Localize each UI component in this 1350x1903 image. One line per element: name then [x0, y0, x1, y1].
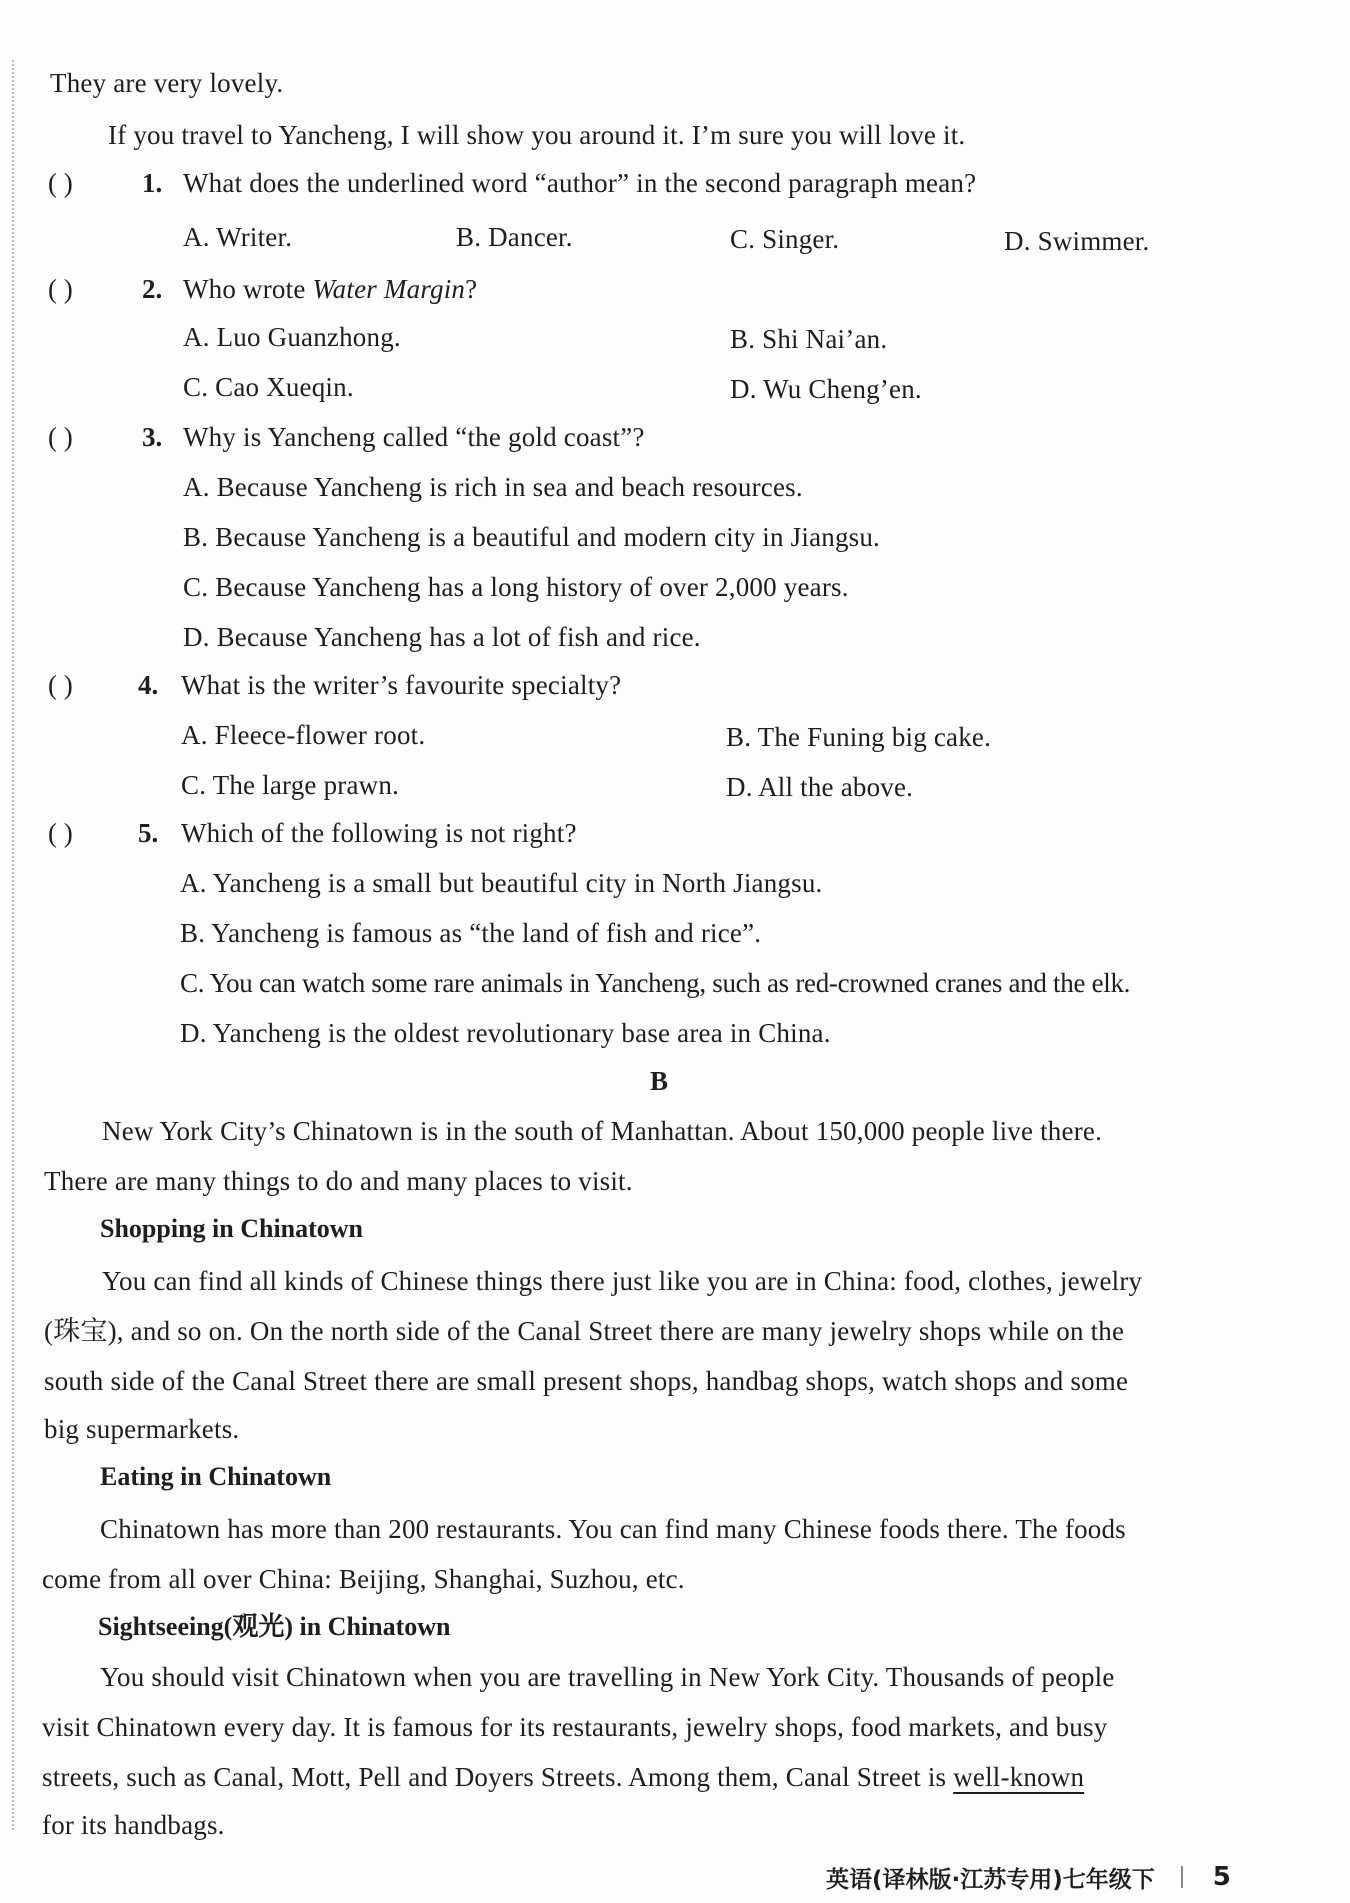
question-number: 1. — [142, 168, 163, 198]
option: D. Wu Cheng’en. — [730, 374, 922, 404]
question-stem: Who wrote Water Margin? — [183, 274, 478, 304]
option: C. Because Yancheng has a long history of over 2,000 years. — [183, 572, 849, 602]
question-number: 3. — [142, 422, 163, 452]
passage-b-line: big supermarkets. — [44, 1414, 240, 1444]
question-number: 5. — [138, 818, 159, 848]
passage-b-line: New York City’s Chinatown is in the south of Manhattan. About 150,000 people live there. — [102, 1116, 1103, 1146]
passage-a-line: If you travel to Yancheng, I will show you around it. I’m sure you will love it. — [108, 120, 966, 150]
passage-b-line: (珠宝), and so on. On the north side of the Canal Street there are many jewelry shops while on the — [44, 1316, 1125, 1346]
passage-b-line: streets, such as Canal, Mott, Pell and Doyers Streets. Among them, Canal Street is well-known — [42, 1762, 1085, 1792]
option: A. Fleece-flower root. — [181, 720, 426, 750]
passage-b-line: You can find all kinds of Chinese things there just like you are in China: food, clothes, jewelry — [102, 1266, 1143, 1296]
binding-margin-dots — [12, 60, 14, 1830]
answer-blank[interactable]: ( ) — [48, 274, 73, 304]
option: D. All the above. — [726, 772, 914, 802]
passage-b-line: come from all over China: Beijing, Shanghai, Suzhou, etc. — [42, 1564, 685, 1594]
question-stem: What does the underlined word “author” in the second paragraph mean? — [183, 168, 977, 198]
passage-b-line: Chinatown has more than 200 restaurants. You can find many Chinese foods there. The foods — [100, 1514, 1126, 1544]
option: C. Singer. — [730, 224, 840, 254]
option: A. Yancheng is a small but beautiful city in North Jiangsu. — [180, 868, 823, 898]
passage-b-line: visit Chinatown every day. It is famous for its restaurants, jewelry shops, food markets, and busy — [42, 1712, 1108, 1742]
book-title: Water Margin — [312, 274, 466, 304]
answer-blank[interactable]: ( ) — [48, 422, 73, 452]
option: A. Luo Guanzhong. — [183, 322, 401, 352]
section-heading: Shopping in Chinatown — [100, 1214, 364, 1243]
question-stem: Why is Yancheng called “the gold coast”? — [183, 422, 645, 452]
option: A. Because Yancheng is rich in sea and beach resources. — [183, 472, 803, 502]
option: B. Shi Nai’an. — [730, 324, 888, 354]
answer-blank[interactable]: ( ) — [48, 818, 73, 848]
option: B. Because Yancheng is a beautiful and modern city in Jiangsu. — [183, 522, 881, 552]
answer-blank[interactable]: ( ) — [48, 168, 73, 198]
section-heading: Eating in Chinatown — [100, 1462, 332, 1491]
passage-a-line: They are very lovely. — [50, 68, 284, 98]
option: D. Because Yancheng has a lot of fish and rice. — [183, 622, 701, 652]
passage-b-line: There are many things to do and many places to visit. — [44, 1166, 633, 1196]
question-number: 4. — [138, 670, 159, 700]
question-stem: What is the writer’s favourite specialty? — [181, 670, 622, 700]
option: C. You can watch some rare animals in Yancheng, such as red-crowned cranes and the elk. — [180, 968, 1131, 998]
page-number: 5 — [1212, 1862, 1231, 1892]
option: A. Writer. — [183, 222, 293, 252]
question-number: 2. — [142, 274, 163, 304]
footer-divider — [1181, 1866, 1183, 1888]
option: C. The large prawn. — [181, 770, 399, 800]
section-heading: Sightseeing(观光) in Chinatown — [98, 1612, 451, 1641]
section-label: B — [650, 1066, 669, 1096]
answer-blank[interactable]: ( ) — [48, 670, 73, 700]
option: D. Yancheng is the oldest revolutionary base area in China. — [180, 1018, 831, 1048]
option: B. The Funing big cake. — [726, 722, 992, 752]
option: B. Yancheng is famous as “the land of fish and rice”. — [180, 918, 762, 948]
footer-subject: 英语(译林版·江苏专用)七年级下 — [826, 1866, 1155, 1893]
option: B. Dancer. — [456, 222, 573, 252]
option: C. Cao Xueqin. — [183, 372, 354, 402]
passage-b-line: You should visit Chinatown when you are travelling in New York City. Thousands of people — [100, 1662, 1115, 1692]
passage-b-line: for its handbags. — [42, 1810, 225, 1840]
option: D. Swimmer. — [1004, 226, 1150, 256]
underlined-word: well-known — [953, 1762, 1085, 1792]
question-stem: Which of the following is not right? — [181, 818, 577, 848]
page-footer — [826, 1860, 1231, 1894]
passage-b-line: south side of the Canal Street there are small present shops, handbag shops, watch shops and some — [44, 1366, 1129, 1396]
